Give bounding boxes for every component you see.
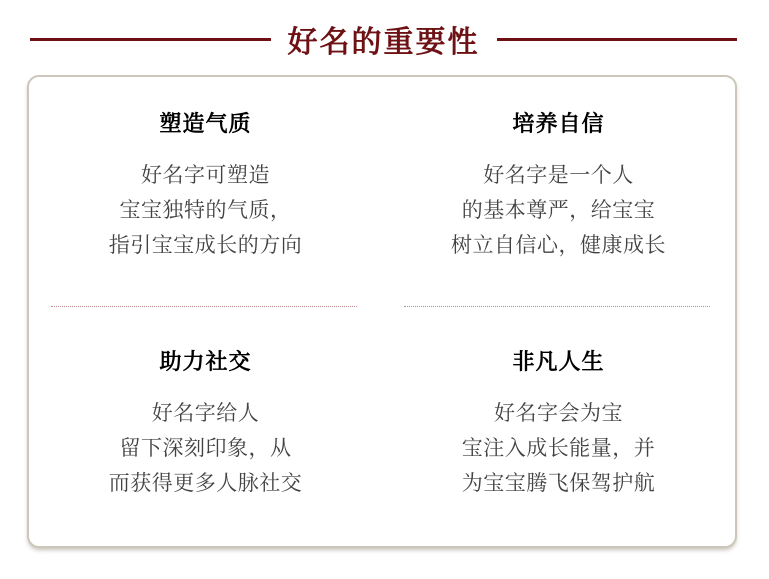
description-line: 好名字可塑造	[141, 164, 270, 187]
page-title: 好名的重要性	[287, 26, 480, 59]
quadrant-heading: 培养自信	[512, 111, 605, 136]
description-line: 好名字会为宝	[494, 402, 623, 425]
importance-card	[27, 75, 737, 548]
quadrant-shape-temperament	[29, 77, 382, 307]
description-line: 留下深刻印象，从	[119, 437, 292, 460]
title-rule-left	[30, 38, 271, 41]
quadrant-description	[382, 158, 735, 263]
quadrant-heading: 助力社交	[159, 349, 252, 374]
description-line: 宝宝独特的气质，	[119, 199, 292, 222]
quadrant-description	[29, 396, 382, 501]
quadrant-heading: 塑造气质	[159, 111, 252, 136]
description-line: 好名字是一个人	[483, 164, 634, 187]
description-line: 好名字给人	[151, 402, 260, 425]
quadrant-social-boost	[29, 307, 382, 546]
quadrant-build-confidence	[382, 77, 735, 307]
description-line: 而获得更多人脉社交	[108, 472, 303, 495]
description-line: 树立自信心，健康成长	[451, 234, 666, 257]
description-line: 指引宝宝成长的方向	[108, 234, 303, 257]
description-line: 宝注入成长能量，并	[461, 437, 656, 460]
page-header	[0, 0, 769, 59]
description-line: 为宝宝腾飞保驾护航	[461, 472, 656, 495]
title-rule-right	[497, 38, 738, 41]
quadrant-description	[382, 396, 735, 501]
quadrant-heading: 非凡人生	[512, 349, 605, 374]
quadrant-extraordinary-life	[382, 307, 735, 546]
description-line: 的基本尊严，给宝宝	[461, 199, 656, 222]
quadrant-description	[29, 158, 382, 263]
